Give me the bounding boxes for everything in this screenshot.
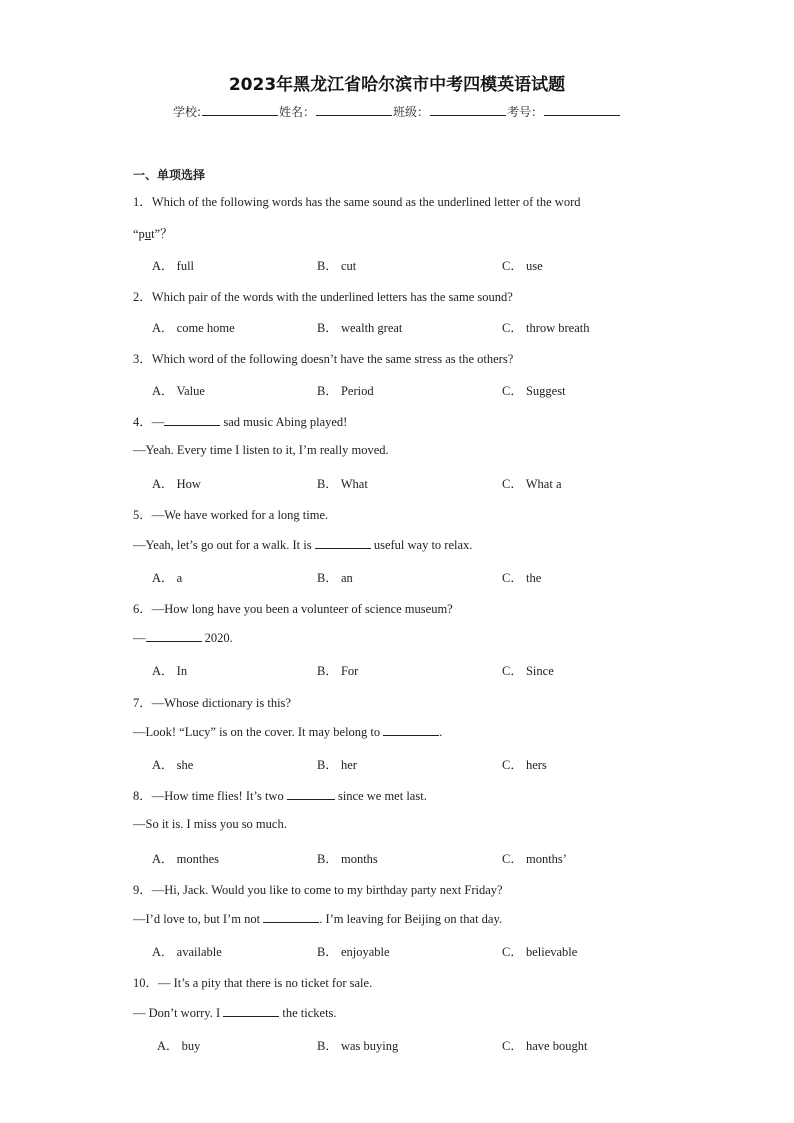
question-1-option-c[interactable]: C． use: [502, 259, 543, 273]
question-6-stem: 6．—How long have you been a volunteer of science museum?: [133, 602, 453, 616]
exam-no-label: 考号：: [507, 105, 544, 119]
question-6-option-c[interactable]: C． Since: [502, 664, 554, 678]
question-4-stem: 4．— sad music Abing played!: [133, 415, 348, 429]
question-10-option-a[interactable]: A． buy: [157, 1039, 201, 1053]
student-info-row: [0, 103, 794, 120]
question-5-reply: —Yeah, let’s go out for a walk. It is useful way to relax.: [133, 538, 473, 552]
underlined-letter: u: [144, 227, 152, 241]
question-2-stem: 2．Which pair of the words with the underlined letters has the same sound?: [133, 290, 513, 304]
question-8-option-b[interactable]: B． months: [317, 852, 378, 866]
question-text: Which of the following words has the same sound as the underlined letter of the word: [151, 195, 581, 209]
question-4-reply: —Yeah. Every time I listen to it, I’m really moved.: [133, 443, 389, 457]
question-10-option-c[interactable]: C． have bought: [502, 1039, 588, 1053]
answer-blank[interactable]: [315, 537, 371, 549]
question-5-stem: 5．—We have worked for a long time.: [133, 508, 329, 522]
question-6-option-b[interactable]: B． For: [317, 664, 359, 678]
school-label: 学校:: [172, 105, 201, 119]
question-3-option-c[interactable]: C． Suggest: [502, 384, 566, 398]
class-label: 班级：: [393, 105, 430, 119]
answer-blank[interactable]: [383, 724, 439, 736]
exam-no-field[interactable]: [544, 103, 620, 116]
answer-blank[interactable]: [263, 911, 319, 923]
question-7-option-a[interactable]: A． she: [152, 758, 194, 772]
question-2-option-a[interactable]: A． come home: [152, 321, 235, 335]
question-8-option-c[interactable]: C． months’: [502, 852, 567, 866]
question-3-option-a[interactable]: A． Value: [152, 384, 205, 398]
question-5-option-b[interactable]: B． an: [317, 571, 353, 585]
question-9-option-c[interactable]: C． believable: [502, 945, 578, 959]
question-4-option-b[interactable]: B． What: [317, 477, 368, 491]
question-8-stem: 8．—How time flies! It’s two since we met last.: [133, 789, 427, 803]
answer-blank[interactable]: [287, 788, 335, 800]
answer-blank[interactable]: [146, 630, 202, 642]
class-field[interactable]: [430, 103, 506, 116]
name-field[interactable]: [316, 103, 392, 116]
question-7-reply: —Look! “Lucy” is on the cover. It may belong to .: [133, 725, 443, 739]
question-4-option-a[interactable]: A． How: [152, 477, 201, 491]
question-1-option-b[interactable]: B． cut: [317, 259, 357, 273]
question-6-option-a[interactable]: A． In: [152, 664, 188, 678]
question-3-stem: 3．Which word of the following doesn’t have the same stress as the others?: [133, 352, 514, 366]
question-4-option-c[interactable]: C． What a: [502, 477, 562, 491]
question-5-option-a[interactable]: A． a: [152, 571, 183, 585]
question-9-option-b[interactable]: B． enjoyable: [317, 945, 390, 959]
question-1-option-a[interactable]: A． full: [152, 259, 195, 273]
question-5-option-c[interactable]: C． the: [502, 571, 542, 585]
question-10-stem: 10．— It’s a pity that there is no ticket for sale.: [133, 976, 373, 990]
section-heading: 一、单项选择: [133, 168, 206, 182]
question-1-stem-cont: “put”？: [133, 227, 173, 241]
answer-blank[interactable]: [223, 1005, 279, 1017]
question-8-reply: —So it is. I miss you so much.: [133, 817, 287, 831]
question-10-reply: — Don’t worry. I the tickets.: [133, 1006, 337, 1020]
question-8-option-a[interactable]: A． monthes: [152, 852, 220, 866]
question-7-stem: 7．—Whose dictionary is this?: [133, 696, 291, 710]
question-number: 1．: [133, 195, 152, 209]
answer-blank[interactable]: [164, 414, 220, 426]
question-2-option-c[interactable]: C． throw breath: [502, 321, 590, 335]
school-field[interactable]: [202, 103, 278, 116]
question-9-reply: —I’d love to, but I’m not . I’m leaving for Beijing on that day.: [133, 912, 503, 926]
question-1-stem: [133, 192, 580, 210]
question-3-option-b[interactable]: B． Period: [317, 384, 374, 398]
question-9-option-a[interactable]: A． available: [152, 945, 222, 959]
page-title: 2023年黑龙江省哈尔滨市中考四模英语试题: [228, 75, 566, 95]
question-2-option-b[interactable]: B． wealth great: [317, 321, 403, 335]
question-7-option-c[interactable]: C． hers: [502, 758, 547, 772]
question-7-option-b[interactable]: B． her: [317, 758, 357, 772]
question-9-stem: 9．—Hi, Jack. Would you like to come to my birthday party next Friday?: [133, 883, 503, 897]
question-6-reply: — 2020.: [133, 631, 233, 645]
name-label: 姓名：: [279, 105, 316, 119]
question-10-option-b[interactable]: B． was buying: [317, 1039, 399, 1053]
